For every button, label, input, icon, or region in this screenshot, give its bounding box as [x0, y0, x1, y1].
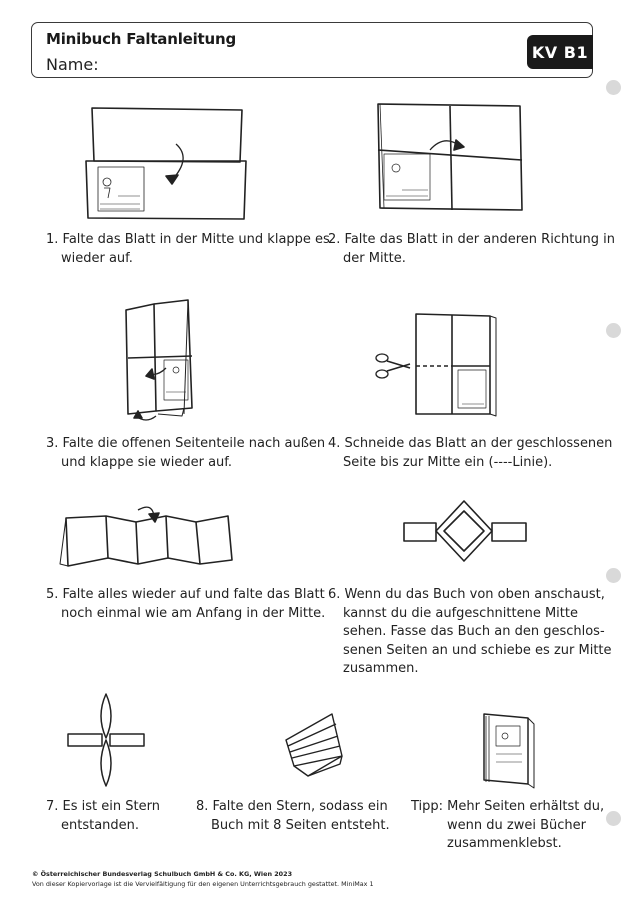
kv-badge: KV B1: [527, 35, 593, 69]
footer-note: Von dieser Kopiervorlage ist die Vervielfältigung für den eigenen Unterrichtsgebrauch gestattet. MiniMax 1: [32, 880, 374, 888]
document-title: Minibuch Faltanleitung: [46, 30, 237, 48]
illustration-step-7: [66, 690, 146, 790]
name-label: Name:: [46, 55, 99, 74]
step-1-text: 1. Falte das Blatt in der Mitte und klappe es wieder auf.: [46, 232, 330, 266]
step-6-text: 6. Wenn du das Buch von oben anschaust, kannst du die aufgeschnittene Mitte sehen. Fasse das Buch an den geschlos- senen Seiten an und schiebe es zur Mitte zusammen.: [328, 587, 612, 676]
step-3-text: 3. Falte die offenen Seitenteile nach außen und klappe sie wieder auf.: [46, 436, 326, 470]
step-5-text: 5. Falte alles wieder auf und falte das Blatt noch einmal wie am Anfang in der Mitte.: [46, 587, 326, 621]
illustration-step-2: [372, 100, 530, 215]
punch-hole: [606, 323, 621, 338]
illustration-step-5: [56, 500, 241, 570]
illustration-tipp: [478, 710, 538, 790]
tipp-text: Tipp: Mehr Seiten erhältst du, wenn du zwei Bücher zusammenklebst.: [411, 799, 605, 851]
step-4-text: 4. Schneide das Blatt an der geschlossenen Seite bis zur Mitte ein (----Linie).: [328, 436, 613, 470]
punch-hole: [606, 811, 621, 826]
step-7-text: 7. Es ist ein Stern entstanden.: [46, 799, 160, 833]
step-2-text: 2. Falte das Blatt in der anderen Richtung in der Mitte.: [328, 232, 616, 266]
illustration-step-4: [372, 310, 502, 420]
footer-copyright: © Österreichischer Bundesverlag Schulbuch GmbH & Co. KG, Wien 2023: [32, 870, 293, 878]
illustration-step-8: [278, 710, 358, 780]
illustration-step-6: [400, 495, 530, 567]
illustration-step-3: [112, 296, 212, 424]
step-8-text: 8. Falte den Stern, sodass ein Buch mit 8 Seiten entsteht.: [196, 799, 390, 833]
punch-hole: [606, 568, 621, 583]
illustration-step-1: [80, 104, 255, 222]
header-box: [31, 22, 593, 78]
punch-hole: [606, 80, 621, 95]
